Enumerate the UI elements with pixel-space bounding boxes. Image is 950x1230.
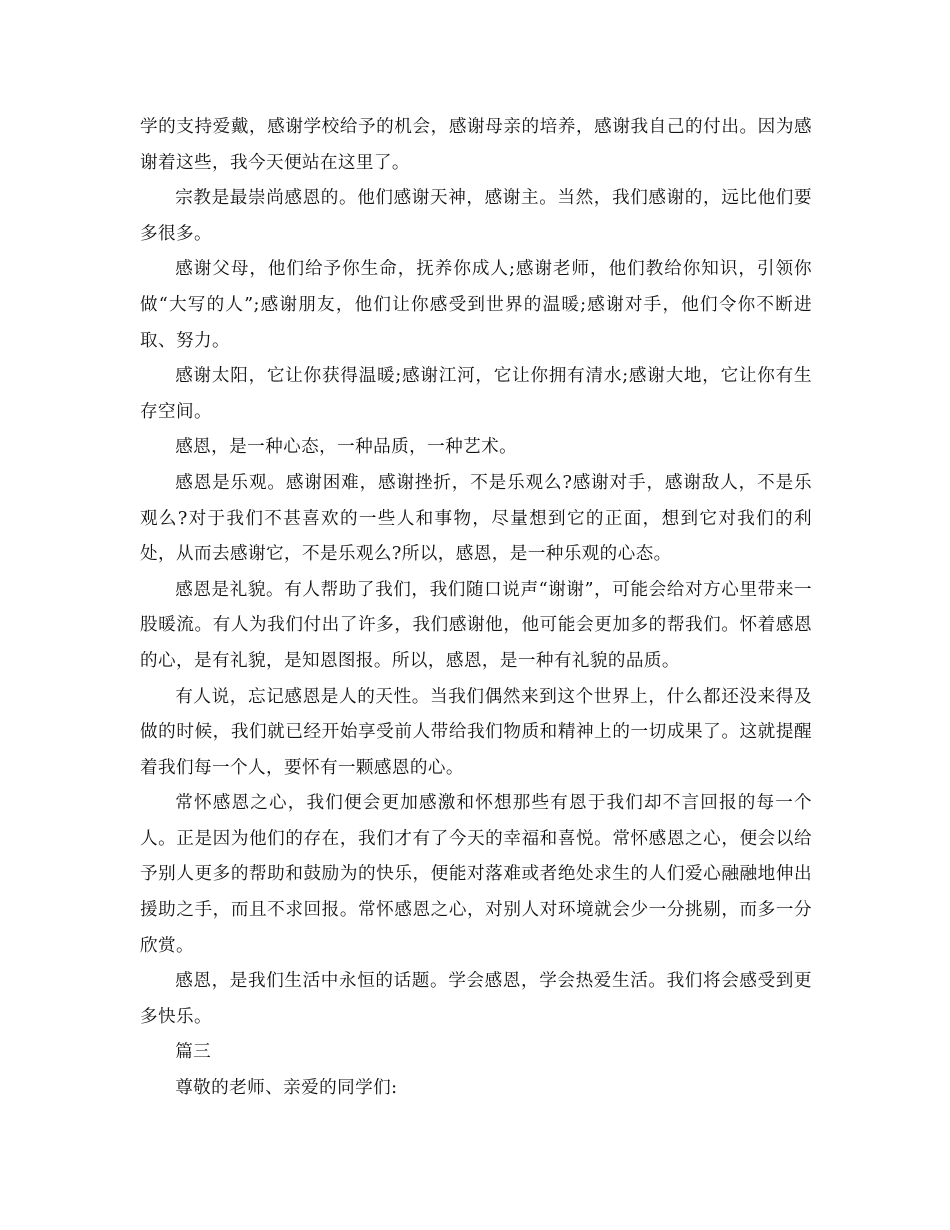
paragraph-religion: 宗教是最崇尚感恩的。他们感谢天神，感谢主。当然，我们感谢的，远比他们要多很多。 <box>140 188 812 244</box>
paragraph-gratitude-definition: 感恩，是一种心态，一种品质，一种艺术。 <box>175 437 518 458</box>
paragraph-thank-people: 感谢父母，他们给予你生命，抚养你成人;感谢老师，他们教给你知识，引领你做“大写的人”;感谢朋友，他们让你感受到世界的温暖;感谢对手，他们令你不断进取、努力。 <box>140 259 812 351</box>
paragraph-continued: 学的支持爱戴，感谢学校给予的机会，感谢母亲的培养，感谢我自己的付出。因为感谢着这些，我今天便站在这里了。 <box>140 117 812 173</box>
paragraph-optimism: 感恩是乐观。感谢困难，感谢挫折，不是乐观么?感谢对手，感谢敌人，不是乐观么?对于我们不甚喜欢的一些人和事物，尽量想到它的正面，想到它对我们的利处，从而去感谢它，不是乐观么?所以，感恩，是一种乐观的心态。 <box>140 472 812 565</box>
paragraph-grateful-heart: 常怀感恩之心，我们便会更加感激和怀想那些有恩于我们却不言回报的每一个人。正是因为他们的存在，我们才有了今天的幸福和喜悦。常怀感恩之心，便会以给予别人更多的帮助和鼓励为的快乐，便能对落难或者绝处求生的人们爱心融融地伸出援助之手，而且不求回报。常怀感恩之心，对别人对环境就会少一分挑剔，而多一分欣赏。 <box>140 793 812 956</box>
paragraph-thank-nature: 感谢太阳，它让你获得温暖;感谢江河，它让你拥有清水;感谢大地，它让你有生存空间。 <box>140 366 812 422</box>
paragraph-eternal-topic: 感恩，是我们生活中永恒的话题。学会感恩，学会热爱生活。我们将会感受到更多快乐。 <box>140 971 812 1027</box>
paragraph-politeness: 感恩是礼貌。有人帮助了我们，我们随口说声“谢谢”，可能会给对方心里带来一股暖流。有人为我们付出了许多，我们感谢他，他可能会更加多的帮我们。怀着感恩的心，是有礼貌，是知恩图报。所以，感恩，是一种有礼貌的品质。 <box>140 579 812 671</box>
section-heading: 篇三 <box>175 1042 212 1063</box>
document-body <box>140 110 812 1107</box>
salutation: 尊敬的老师、亲爱的同学们: <box>175 1078 398 1099</box>
paragraph-human-nature: 有人说，忘记感恩是人的天性。当我们偶然来到这个世界上，什么都还没来得及做的时候，我们就已经开始享受前人带给我们物质和精神上的一切成果了。这就提醒着我们每一个人，要怀有一颗感恩的心。 <box>140 686 812 778</box>
